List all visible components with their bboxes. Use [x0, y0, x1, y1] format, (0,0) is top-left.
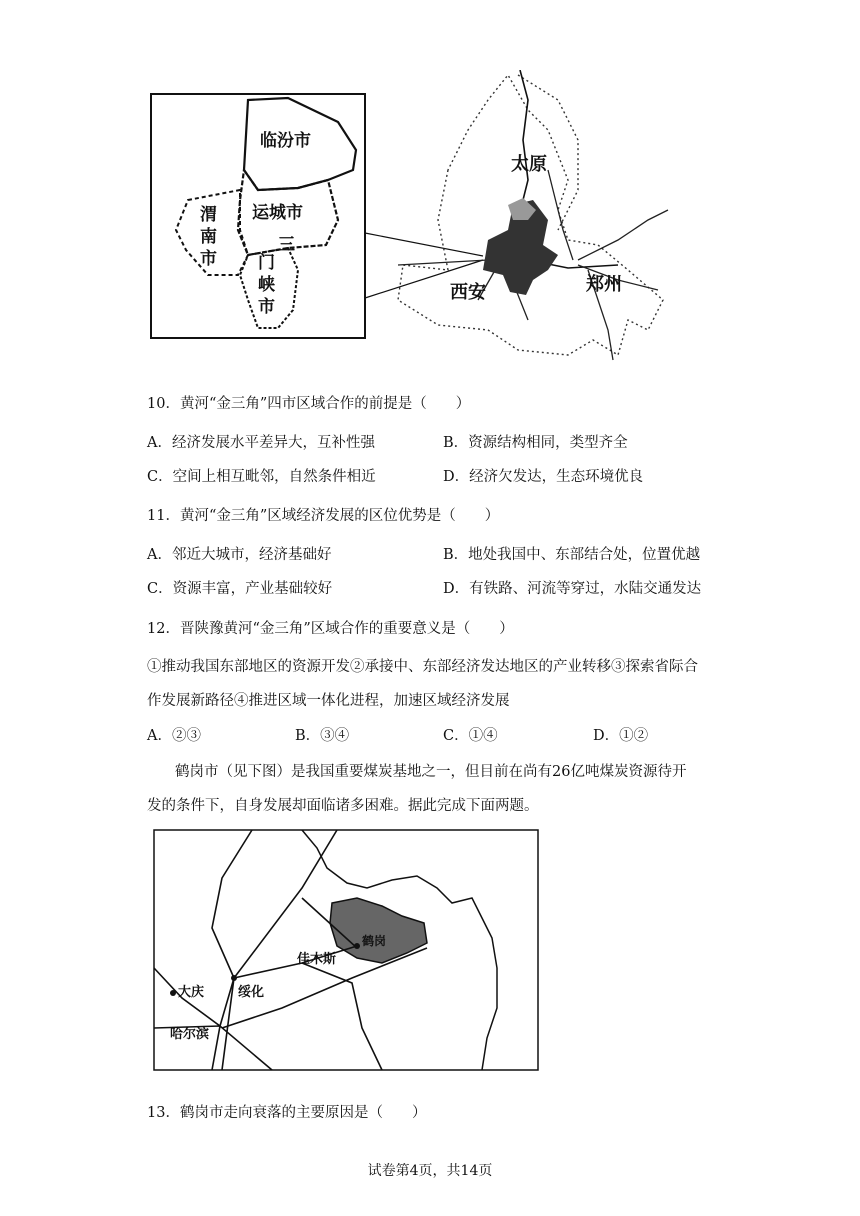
city-dot-suihua: [231, 975, 237, 981]
q12-option-a[interactable]: A．②③: [147, 728, 201, 744]
q12-statement-line-2: 作发展新路径④推进区域一体化进程，加速区域经济发展: [147, 693, 510, 709]
inset-label-sanmenxia-1: 三: [278, 235, 295, 255]
q12-statement-line-1: ①推动我国东部地区的资源开发②承接中、东部经济发达地区的产业转移③探索省际合: [147, 659, 698, 675]
q12-option-b[interactable]: B．③④: [295, 728, 350, 744]
city-label-taiyuan: 太原: [511, 154, 547, 175]
q10-option-a[interactable]: A．经济发展水平差异大，互补性强: [147, 435, 375, 451]
q10-option-c[interactable]: C．空间上相互毗邻，自然条件相近: [147, 469, 376, 485]
passage-line-2: 发的条件下，自身发展却面临诸多困难。据此完成下面两题。: [147, 798, 539, 814]
city-label-zhengzhou: 郑州: [586, 274, 622, 295]
question-10-stem: 10．黄河“金三角”四市区域合作的前提是（ ）: [147, 396, 471, 412]
city-label-suihua: 绥化: [238, 985, 265, 1000]
q11-option-b[interactable]: B．地处我国中、东部结合处，位置优越: [443, 547, 701, 563]
city-label-hegang: 鹤岗: [362, 934, 387, 948]
q11-option-a[interactable]: A．邻近大城市，经济基础好: [147, 547, 332, 563]
question-12-stem: 12．晋陕豫黄河“金三角”区域合作的重要意义是（ ）: [147, 621, 514, 637]
map-yellow-river-golden-triangle: [148, 70, 678, 370]
city-dot-daqing: [170, 990, 176, 996]
inset-label-yuncheng: 运城市: [252, 203, 303, 223]
q10-option-b[interactable]: B．资源结构相同，类型齐全: [443, 435, 628, 451]
q12-option-d[interactable]: D．①②: [593, 728, 649, 744]
inset-label-weinan-3: 市: [200, 249, 217, 269]
connector-line-top: [365, 233, 483, 256]
inset-label-sanmenxia-4: 市: [258, 297, 275, 317]
q12-option-c[interactable]: C．①④: [443, 728, 498, 744]
q10-option-d[interactable]: D．经济欠发达，生态环境优良: [443, 469, 644, 485]
city-label-harbin: 哈尔滨: [170, 1027, 210, 1042]
page-footer: 试卷第4页，共14页: [367, 1163, 493, 1179]
question-13-stem: 13．鹤岗市走向衰落的主要原因是（ ）: [147, 1105, 427, 1121]
inset-label-sanmenxia-3: 峡: [258, 275, 275, 295]
inset-label-linfen: 临汾市: [260, 131, 311, 151]
city-label-xian: 西安: [450, 282, 486, 303]
q11-option-d[interactable]: D．有铁路、河流等穿过，水陆交通发达: [443, 581, 702, 597]
city-label-daqing: 大庆: [178, 985, 205, 1000]
inset-label-sanmenxia-2: 门: [258, 253, 275, 273]
q11-option-c[interactable]: C．资源丰富，产业基础较好: [147, 581, 333, 597]
question-11-stem: 11．黄河“金三角”区域经济发展的区位优势是（ ）: [147, 508, 500, 524]
inset-label-weinan-2: 南: [200, 227, 217, 247]
city-label-jiamusi: 佳木斯: [297, 952, 337, 967]
city-dot-hegang: [354, 943, 360, 949]
inset-label-weinan-1: 渭: [200, 205, 217, 225]
passage-line-1: 鹤岗市（见下图）是我国重要煤炭基地之一，但目前在尚有26亿吨煤炭资源待开: [175, 764, 687, 780]
map-hegang: [152, 828, 542, 1074]
